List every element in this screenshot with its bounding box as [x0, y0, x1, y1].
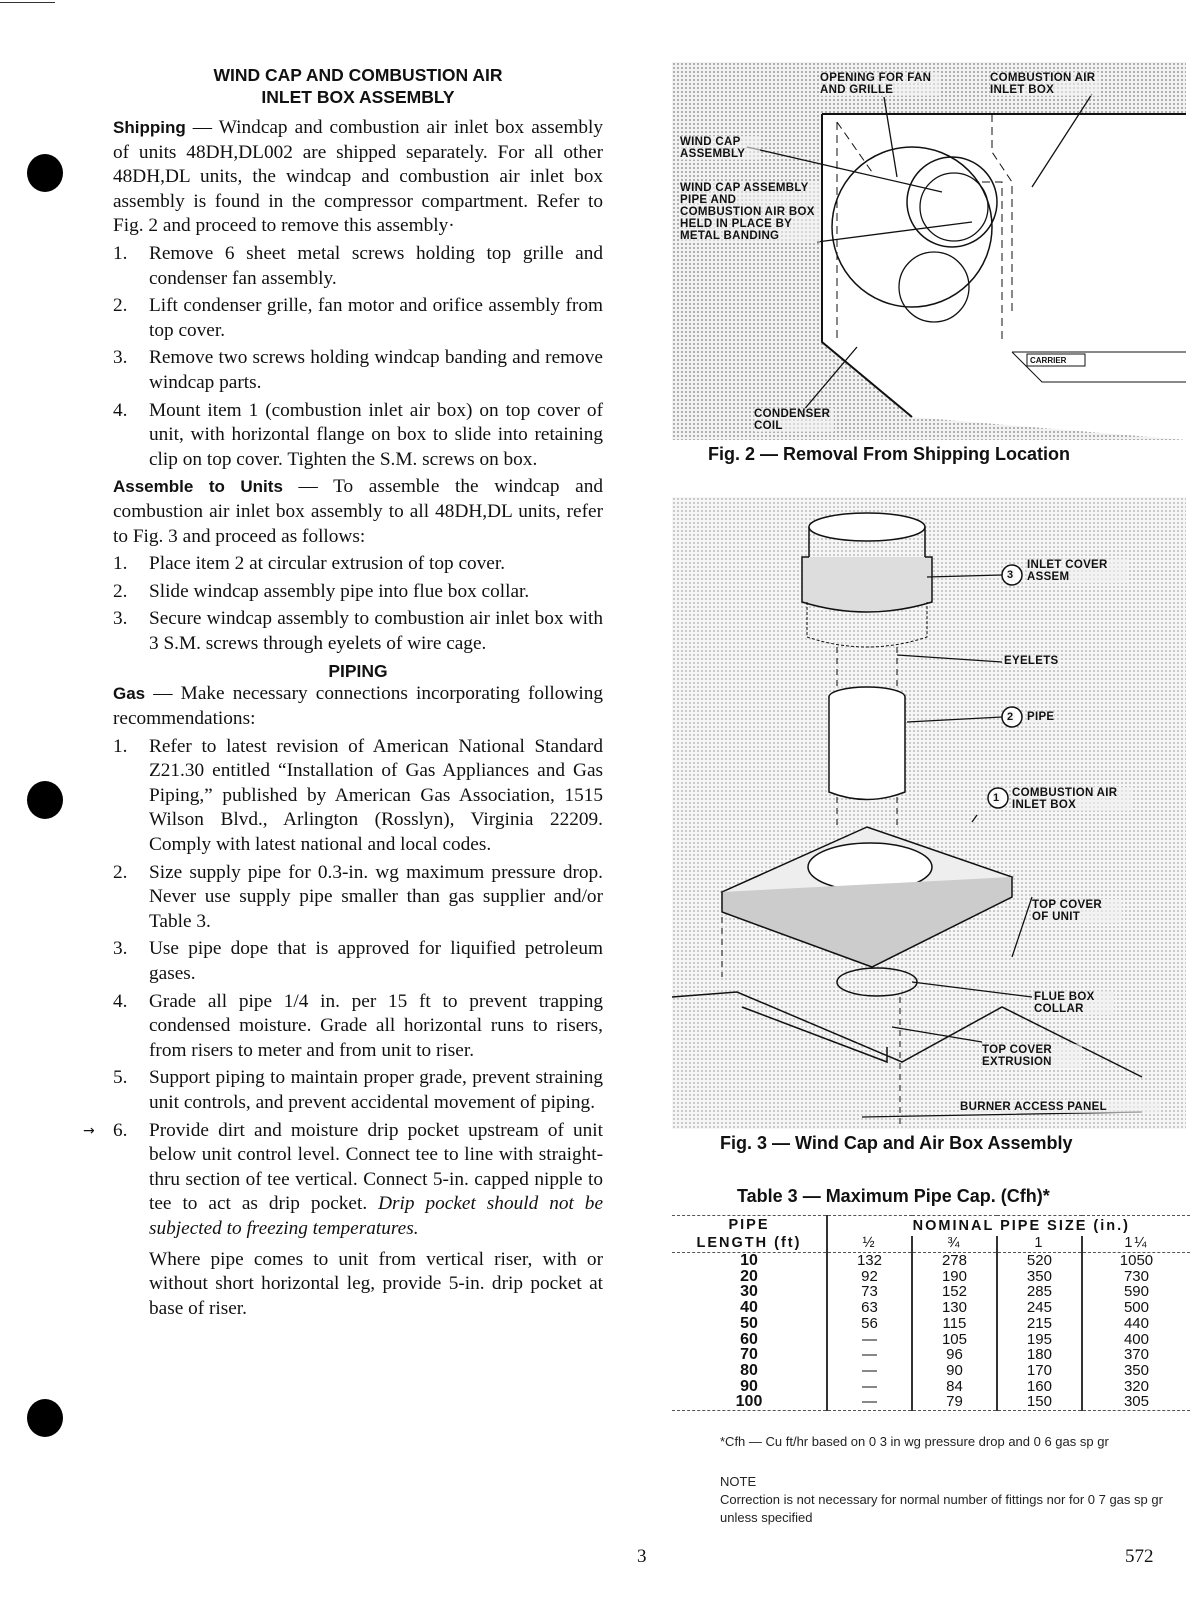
length-cell: 100 [735, 1393, 763, 1411]
table-row [672, 1284, 1190, 1300]
length-cell: 30 [740, 1283, 758, 1301]
capacity-cell: — [827, 1347, 912, 1363]
table-row [672, 1300, 1190, 1316]
figure-2 [672, 62, 1186, 440]
list-item: 1. Place item 2 at circular extrusion of top cover. [113, 553, 506, 575]
assembly-diagram [672, 497, 1186, 1129]
gas-paragraph: Gas — Make necessary connections incorporating following recommendations: [113, 683, 603, 730]
note-label: NOTE [720, 1474, 757, 1489]
table-footnote: *Cfh — Cu ft/hr based on 0 3 in wg pressure drop and 0 6 gas sp gr [720, 1434, 1109, 1449]
capacity-cell: 90 [912, 1363, 997, 1379]
capacity-cell: 350 [997, 1269, 1082, 1285]
left-column [83, 64, 604, 1321]
capacity-cell: 63 [827, 1300, 912, 1316]
capacity-cell: 180 [997, 1347, 1082, 1363]
capacity-cell: 79 [912, 1394, 997, 1410]
fig2-caption: Fig. 2 — Removal From Shipping Location [708, 444, 1071, 464]
capacity-cell: — [827, 1379, 912, 1395]
capacity-cell: 350 [1082, 1363, 1190, 1379]
capacity-cell: 520 [997, 1253, 1082, 1269]
capacity-cell: 1050 [1082, 1253, 1190, 1269]
table-row [672, 1332, 1190, 1348]
capacity-cell: 73 [827, 1284, 912, 1300]
label-top-cover-extrusion: TOP COVER EXTRUSION [982, 1044, 1082, 1068]
pipe-capacity-table [672, 1215, 1190, 1411]
capacity-cell: 320 [1082, 1379, 1190, 1395]
shipping-paragraph: Shipping — Windcap and combustion air inlet box assembly of units 48DH,DL002 are shipped separately. For all other 48DH,DL units, the windcap and combustion air inlet box assembly is found in the compressor compartment. Refer to Fig. 2 and proceed to remove this assembly· [113, 117, 603, 237]
capacity-cell: 130 [912, 1300, 997, 1316]
label-inlet-cover: INLET COVER ASSEM [1027, 559, 1127, 583]
label-pipe: PIPE [1027, 711, 1055, 723]
capacity-cell: 150 [997, 1394, 1082, 1410]
capacity-cell: 132 [827, 1253, 912, 1269]
length-cell: 70 [740, 1346, 758, 1364]
row-header: PIPE LENGTH (ft) [672, 1216, 827, 1253]
length-cell: 10 [740, 1252, 758, 1269]
label-flue-box-collar: FLUE BOX COLLAR [1034, 991, 1114, 1015]
list-item: 1. Refer to latest revision of American National Standard Z21.30 entitled “Installation of Gas Appliances and Gas Piping,” published by American Gas Association, 1515 Wilson Blvd., Arlington (Rosslyn), Virginia 22209. Comply with latest national and local codes. [113, 735, 603, 856]
carrier-logo: CARRIER [1030, 356, 1067, 365]
table-row [672, 1347, 1190, 1363]
piping-heading: PIPING [328, 661, 388, 682]
riser-paragraph: Where pipe comes to unit from vertical riser, with or without short horizontal leg, provide 5-in. drip pocket at base of riser. [149, 1248, 603, 1319]
size-header: ¾ [912, 1236, 997, 1253]
capacity-cell: 590 [1082, 1284, 1190, 1300]
capacity-cell: 84 [912, 1379, 997, 1395]
label-opening-for-fan: OPENING FOR FAN AND GRILLE [820, 72, 940, 96]
table-row [672, 1379, 1190, 1395]
capacity-cell: 160 [997, 1379, 1082, 1395]
capacity-cell: 215 [997, 1316, 1082, 1332]
list-item: 4. Grade all pipe 1/4 in. per 15 ft to prevent trapping condensed moisture. Grade all horizontal runs to risers, from risers to meter and from unit to riser. [113, 990, 603, 1061]
capacity-cell: 305 [1082, 1394, 1190, 1410]
assemble-paragraph: Assemble to Units — To assemble the windcap and combustion air inlet box assembly to all 48DH,DL units, refer to Fig. 3 and proceed as follows: [113, 476, 603, 547]
column-group-header: NOMINAL PIPE SIZE (in.) [827, 1216, 1190, 1236]
length-cell: 60 [740, 1330, 758, 1348]
capacity-cell: 245 [997, 1300, 1082, 1316]
capacity-cell: — [827, 1394, 912, 1410]
list-item: 3. Use pipe dope that is approved for liquified petroleum gases. [113, 938, 603, 984]
list-item: 3. Remove two screws holding windcap banding and remove windcap parts. [113, 347, 603, 393]
table-row [672, 1316, 1190, 1332]
size-header: ½ [827, 1236, 912, 1253]
item-number: 2 [1007, 711, 1014, 723]
length-cell: 50 [740, 1314, 758, 1332]
capacity-cell: 96 [912, 1347, 997, 1363]
list-item: 3. Secure windcap assembly to combustion air inlet box with 3 S.M. screws through eyelets of wire cage. [113, 608, 603, 654]
binder-hole [27, 1399, 63, 1437]
capacity-cell: 278 [912, 1253, 997, 1269]
label-condenser-coil: CONDENSER COIL [754, 408, 834, 432]
section-title: WIND CAP AND COMBUSTION AIR INLET BOX ASSEMBLY [213, 65, 503, 107]
capacity-cell: 170 [997, 1363, 1082, 1379]
capacity-cell: 370 [1082, 1347, 1190, 1363]
label-combustion-air-inlet-box: COMBUSTION AIR INLET BOX [1012, 787, 1132, 811]
capacity-cell: 92 [827, 1269, 912, 1285]
label-metal-banding: WIND CAP ASSEMBLY PIPE AND COMBUSTION AIR BOX HELD IN PLACE BY METAL BANDING [680, 182, 820, 242]
capacity-cell: 400 [1082, 1332, 1190, 1348]
table-note: Correction is not necessary for normal number of fittings nor for 0 7 gas sp gr unless specified [720, 1492, 1163, 1525]
document-number: 572 [1125, 1546, 1154, 1567]
length-cell: 90 [740, 1377, 758, 1395]
table-row [672, 1269, 1190, 1285]
capacity-cell: 115 [912, 1316, 997, 1332]
capacity-cell: 56 [827, 1316, 912, 1332]
list-item: 2. Lift condenser grille, fan motor and orifice assembly from top cover. [113, 295, 603, 341]
size-header: 1 [997, 1236, 1082, 1253]
label-eyelets: EYELETS [1004, 655, 1059, 667]
fig3-caption: Fig. 3 — Wind Cap and Air Box Assembly [720, 1133, 1073, 1153]
capacity-cell: — [827, 1332, 912, 1348]
list-item: 4. Mount item 1 (combustion inlet air box) on top cover of unit, with horizontal flange on box to slide into retaining clip on top cover. Tighten the S.M. screws on box. [113, 399, 603, 470]
figure-3 [672, 497, 1186, 1129]
label-wind-cap-assembly: WIND CAP ASSEMBLY [680, 136, 760, 160]
change-arrow-icon: → [83, 1122, 95, 1139]
list-item: 5. Support piping to maintain proper grade, prevent straining unit controls, and prevent accidental movement of piping. [113, 1067, 603, 1113]
capacity-cell: 105 [912, 1332, 997, 1348]
item-number: 3 [1007, 569, 1014, 581]
label-burner-access-panel: BURNER ACCESS PANEL [960, 1101, 1160, 1113]
table-row [672, 1363, 1190, 1379]
length-cell: 80 [740, 1361, 758, 1379]
table-row [672, 1394, 1190, 1410]
top-rule [0, 2, 55, 3]
label-combustion-air-inlet-box: COMBUSTION AIR INLET BOX [990, 72, 1100, 96]
binder-hole [27, 154, 63, 192]
capacity-cell: 152 [912, 1284, 997, 1300]
list-item: 1. Remove 6 sheet metal screws holding top grille and condenser fan assembly. [113, 242, 603, 289]
length-cell: 40 [740, 1299, 758, 1317]
capacity-cell: 730 [1082, 1269, 1190, 1285]
capacity-cell: — [827, 1363, 912, 1379]
table-title: Table 3 — Maximum Pipe Cap. (Cfh)* [737, 1186, 1050, 1206]
removal-diagram [672, 62, 1186, 440]
capacity-cell: 195 [997, 1332, 1082, 1348]
capacity-cell: 190 [912, 1269, 997, 1285]
page-number: 3 [637, 1546, 647, 1567]
size-header: 1¼ [1082, 1236, 1190, 1253]
list-item: 2. Slide windcap assembly pipe into flue box collar. [113, 580, 530, 602]
length-cell: 20 [740, 1267, 758, 1285]
label-top-cover: TOP COVER OF UNIT [1032, 899, 1122, 923]
item-number: 1 [993, 792, 1000, 804]
capacity-cell: 500 [1082, 1300, 1190, 1316]
capacity-cell: 285 [997, 1284, 1082, 1300]
table-row [672, 1253, 1190, 1269]
list-item: → 6. Provide dirt and moisture drip pocket upstream of unit below unit control level. Connect tee to line with straight-thru section of tee vertical. Connect 5-in. capped nipple to tee to act as drip pocket. Drip pocket should not be subjected to freezing temperatures. [83, 1119, 604, 1239]
list-item: 2. Size supply pipe for 0.3-in. wg maximum pressure drop. Never use supply pipe smaller than gas supplier and/or Table 3. [113, 861, 603, 932]
binder-hole [27, 781, 63, 819]
capacity-cell: 440 [1082, 1316, 1190, 1332]
